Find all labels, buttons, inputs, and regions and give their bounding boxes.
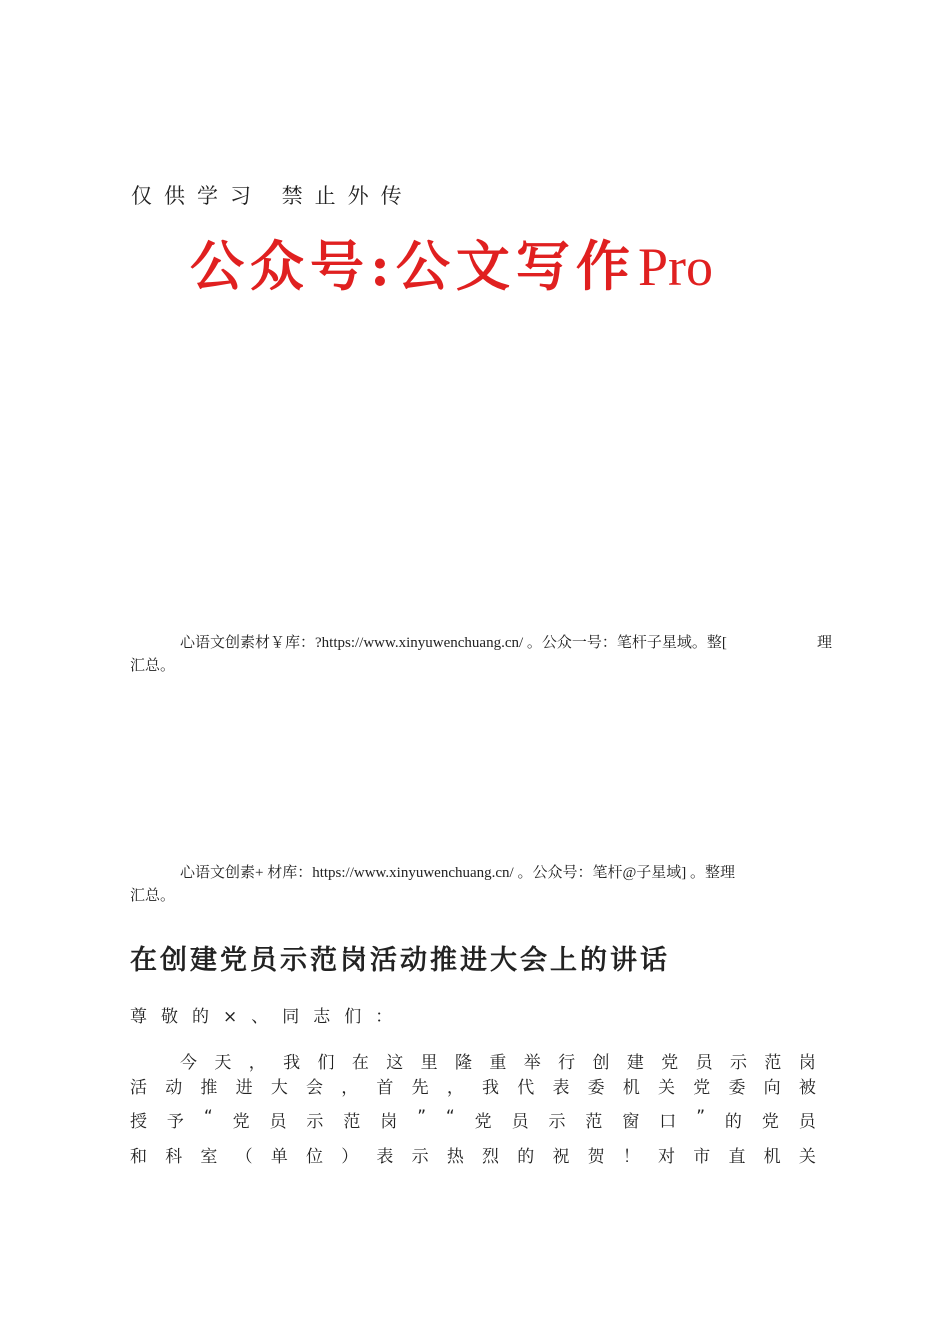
- body-char: ，: [248, 1053, 266, 1073]
- body-char: 关: [658, 1078, 676, 1098]
- body-char: 的: [517, 1147, 535, 1167]
- body-char: 科: [165, 1147, 183, 1167]
- body-char: 员: [269, 1112, 287, 1132]
- body-char: 我: [482, 1078, 500, 1098]
- body-char: 党: [474, 1112, 492, 1132]
- body-char: ！: [622, 1147, 640, 1167]
- body-char: 委: [728, 1078, 746, 1098]
- body-char: 示: [306, 1112, 324, 1132]
- body-char: 被: [798, 1078, 816, 1098]
- body-char: 在: [351, 1053, 369, 1073]
- body-char: 市: [693, 1147, 711, 1167]
- brand-banner: [190, 224, 713, 298]
- brand-chinese-text: 公众号:公文写作: [190, 234, 636, 298]
- body-char: ）: [341, 1147, 359, 1167]
- body-char: 委: [587, 1078, 605, 1098]
- body-char: 我: [283, 1053, 301, 1073]
- body-char: （: [235, 1147, 253, 1167]
- body-char: 举: [523, 1053, 541, 1073]
- body-char: 党: [661, 1053, 679, 1073]
- body-char: 进: [235, 1078, 253, 1098]
- body-char: 员: [695, 1053, 713, 1073]
- body-char: 机: [763, 1147, 781, 1167]
- source-note-2-text: 心语文创素+ 材库：https://www.xinyuwenchuang.cn/ 。公众号：笔杆@子星域] 。整理: [180, 865, 736, 881]
- body-char: 首: [376, 1078, 394, 1098]
- source-note-1-line-1-left: [130, 632, 727, 655]
- body-char: 范: [585, 1112, 603, 1132]
- body-line-1: [130, 1048, 816, 1073]
- body-char: 示: [730, 1053, 747, 1073]
- body-char: 天: [214, 1053, 232, 1073]
- source-note-1-line-2: 汇总。: [130, 658, 176, 674]
- body-line-2: [130, 1073, 816, 1098]
- body-char: ，: [341, 1078, 359, 1098]
- body-char: 窗: [622, 1112, 640, 1132]
- body-char: 予: [166, 1112, 184, 1132]
- body-char: 热: [446, 1147, 464, 1167]
- body-char: 表: [376, 1147, 394, 1167]
- source-note-2-line-1-left: [130, 862, 735, 885]
- source-note-1-line-1-right: 理: [816, 635, 832, 651]
- source-note-2-line-2: 汇总。: [130, 888, 176, 904]
- body-char: 大: [270, 1078, 288, 1098]
- body-line-4: [130, 1142, 816, 1167]
- body-char: 员: [511, 1112, 529, 1132]
- body-char: 表: [552, 1078, 570, 1098]
- body-char: 室: [200, 1147, 218, 1167]
- body-char: 活: [130, 1078, 147, 1098]
- body-char: “: [445, 1107, 455, 1127]
- body-char: 党: [232, 1112, 250, 1132]
- body-char: 建: [626, 1053, 644, 1073]
- body-char: 和: [130, 1147, 147, 1167]
- body-char: 先: [411, 1078, 429, 1098]
- body-char: 单: [270, 1147, 288, 1167]
- body-char: ，: [446, 1078, 464, 1098]
- body-char: 关: [798, 1147, 816, 1167]
- speech-title: 在创建党员示范岗活动推进大会上的讲话: [130, 945, 670, 976]
- body-char: 创: [592, 1053, 610, 1073]
- body-char: 口: [659, 1112, 677, 1132]
- body-char: 烈: [482, 1147, 500, 1167]
- brand-pro-text: Pro: [637, 237, 713, 297]
- body-char: 机: [622, 1078, 640, 1098]
- body-char: 对: [658, 1147, 676, 1167]
- source-note-1-line-1: [130, 632, 832, 655]
- body-char: 里: [420, 1053, 438, 1073]
- body-char: 祝: [552, 1147, 570, 1167]
- source-note-1-text: 心语文创素材￥库：?https://www.xinyuwenchuang.cn/ 。公众一号：笔杆子星域。整[: [180, 635, 727, 651]
- body-char: 行: [558, 1053, 576, 1073]
- body-char: 员: [798, 1112, 816, 1132]
- body-char: 今: [180, 1053, 197, 1073]
- body-char: 这: [386, 1053, 404, 1073]
- body-char: ”: [417, 1107, 426, 1127]
- body-char: 直: [728, 1147, 746, 1167]
- body-char: “: [203, 1107, 213, 1127]
- notice-text: 仅供学习 禁止外传: [131, 184, 414, 208]
- body-char: 示: [411, 1147, 429, 1167]
- body-char: 党: [761, 1112, 779, 1132]
- body-char: 隆: [455, 1053, 472, 1073]
- source-note-1: [130, 632, 832, 678]
- body-char: 代: [517, 1078, 535, 1098]
- body-char: 范: [764, 1053, 782, 1073]
- body-char: 位: [306, 1147, 324, 1167]
- body-char: 范: [343, 1112, 361, 1132]
- salutation: 尊敬的×、同志们：: [130, 1007, 407, 1027]
- body-char: 示: [548, 1112, 566, 1132]
- body-char: 岗: [798, 1053, 816, 1073]
- body-char: 向: [763, 1078, 781, 1098]
- source-note-2-line-1: [130, 862, 832, 885]
- body-char: 们: [317, 1053, 335, 1073]
- body-char: 动: [165, 1078, 183, 1098]
- body-char: ”: [696, 1107, 705, 1127]
- body-line-3: [130, 1107, 816, 1132]
- source-note-2: [130, 862, 832, 908]
- body-char: 贺: [587, 1147, 605, 1167]
- body-char: 党: [693, 1078, 711, 1098]
- body-char: 岗: [380, 1112, 398, 1132]
- body-char: 授: [130, 1112, 147, 1132]
- body-char: 重: [489, 1053, 507, 1073]
- body-char: 会: [306, 1078, 324, 1098]
- body-char: 推: [200, 1078, 218, 1098]
- body-char: 的: [724, 1112, 742, 1132]
